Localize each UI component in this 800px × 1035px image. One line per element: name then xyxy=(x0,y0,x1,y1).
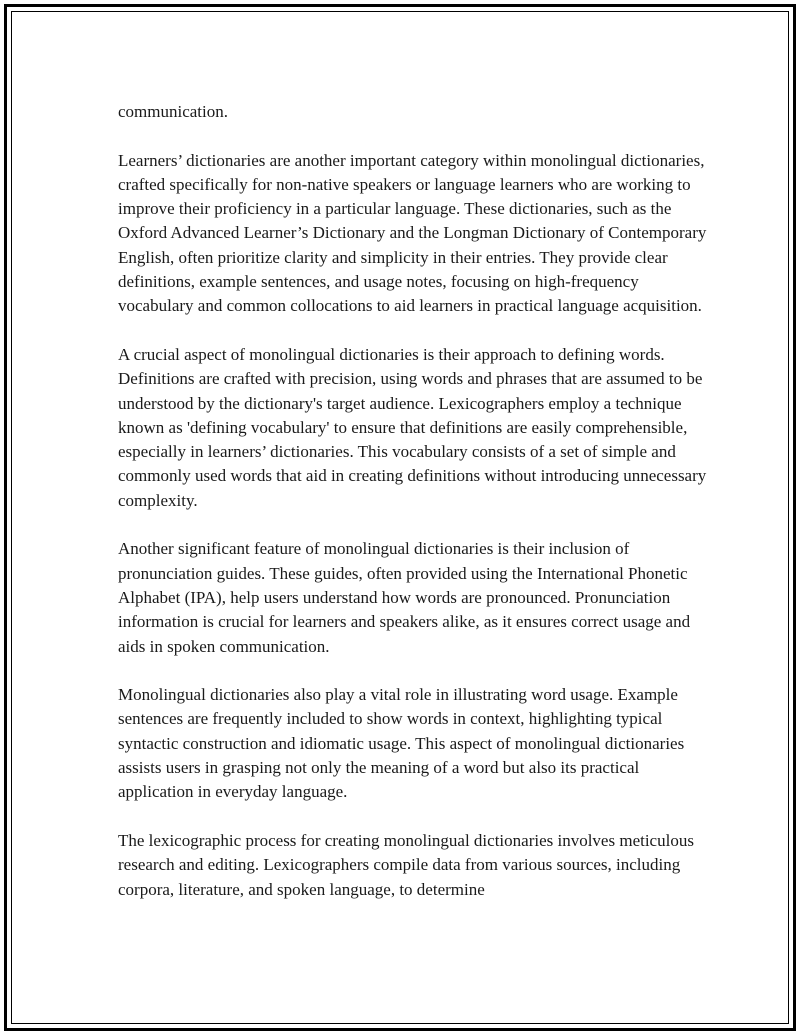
document-body xyxy=(118,100,708,926)
page-border xyxy=(4,4,796,1031)
paragraph-pronunciation-guides: Another significant feature of monolingual dictionaries is their inclusion of pronunciation guides. These guides, often provided using the International Phonetic Alphabet (IPA), help users understand how words are pronounced. Pronunciation information is crucial for learners and speakers alike, as it ensures correct usage and aids in spoken communication. xyxy=(118,539,691,656)
paragraph-word-usage: Monolingual dictionaries also play a vital role in illustrating word usage. Example sentences are frequently included to show words in context, highlighting typical syntactic construction and idiomatic usage. This aspect of monolingual dictionaries assists users in grasping not only the meaning of a word but also its practical application in everyday language. xyxy=(118,685,685,802)
paragraph-defining-words: A crucial aspect of monolingual dictionaries is their approach to defining words. Definitions are crafted with precision, using words and phrases that are assumed to be understood by the dictionary's target audience. Lexicographers employ a technique known as 'defining vocabulary' to ensure that definitions are easily comprehensible, especially in learners’ dictionaries. This vocabulary consists of a set of simple and commonly used words that aid in creating definitions without introducing unnecessary complexity. xyxy=(118,344,707,510)
paragraph-continuation: communication. xyxy=(118,102,229,121)
paragraph-lexicographic-process: The lexicographic process for creating monolingual dictionaries involves meticulous research and editing. Lexicographers compile data from various sources, including corpora, literature, and spoken language, to determine xyxy=(118,830,694,899)
paragraph-learners-dictionaries: Learners’ dictionaries are another important category within monolingual dictionaries, crafted specifically for non-native speakers or language learners who are working to improve their proficiency in a particular language. These dictionaries, such as the Oxford Advanced Learner’s Dictionary and the Longman Dictionary of Contemporary English, often prioritize clarity and simplicity in their entries. They provide clear definitions, example sentences, and usage notes, focusing on high-frequency vocabulary and common collocations to aid learners in practical language acquisition. xyxy=(118,150,707,316)
